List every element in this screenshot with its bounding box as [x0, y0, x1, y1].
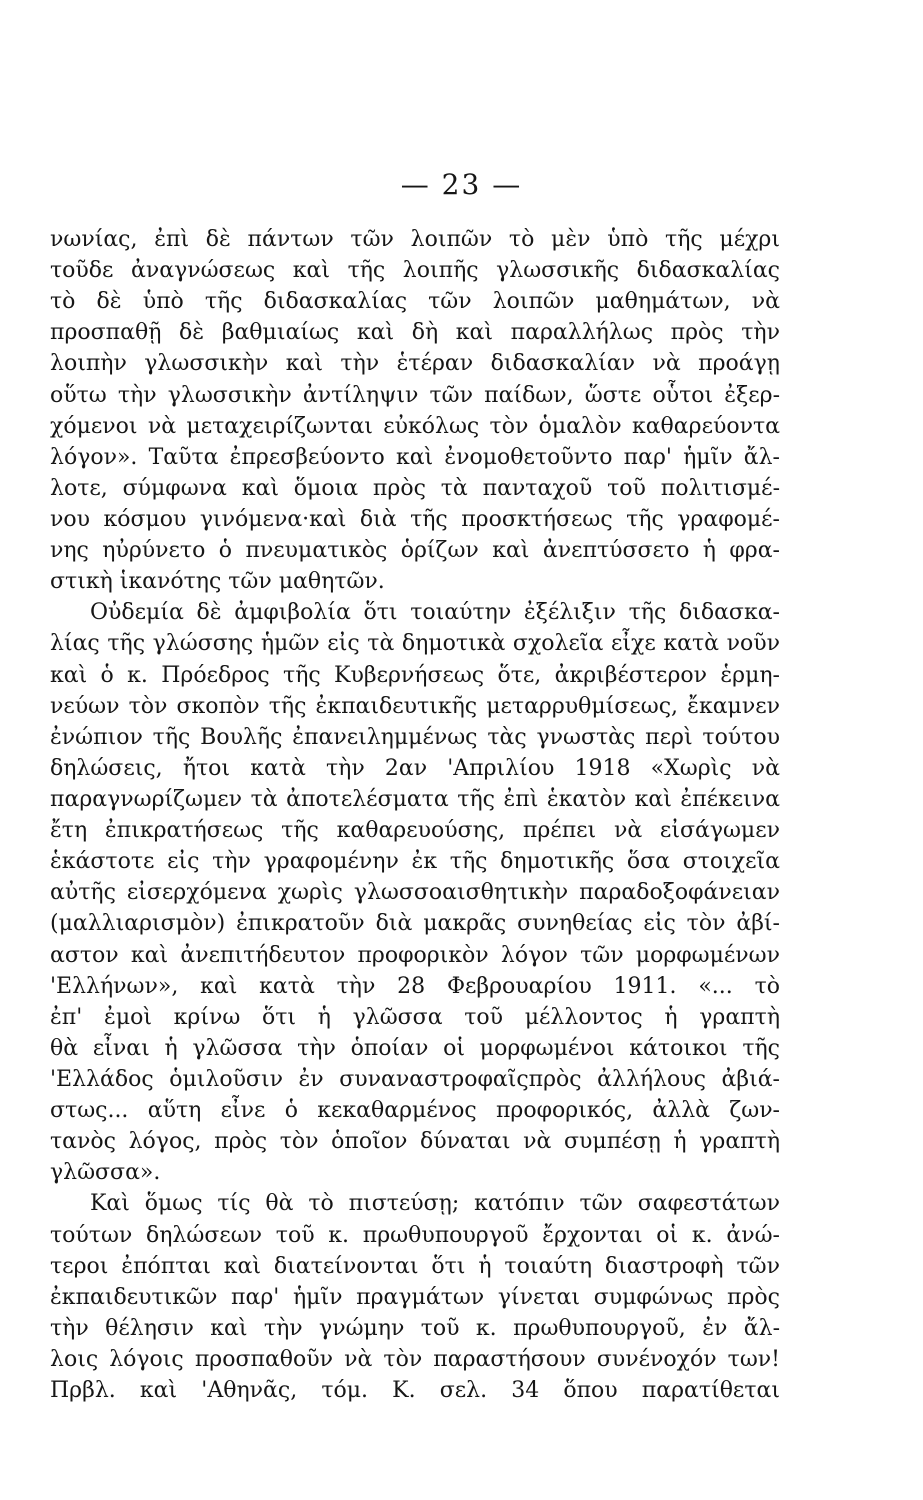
- text-line: τὴν θέλησιν καὶ τὴν γνώμην τοῦ κ. πρωθυπουργοῦ, ἐν ἄλ-: [50, 1315, 780, 1341]
- text-line: ἐκπαιδευτικῶν παρ' ἡμῖν πραγμάτων γίνεται συμφώνως πρὸς: [50, 1284, 780, 1310]
- text-line: δηλώσεις, ἤτοι κατὰ τὴν 2αν 'Απριλίου 1918 «Χωρὶς νὰ: [50, 755, 780, 781]
- text-line: λοις λόγοις προσπαθοῦν νὰ τὸν παραστήσουν συνένοχόν των!: [50, 1346, 780, 1372]
- text-line: ἐνώπιον τῆς Βουλῆς ἐπανειλημμένως τὰς γνωστὰς περὶ τούτου: [50, 724, 780, 750]
- text-line: τανὸς λόγος, πρὸς τὸν ὁποῖον δύναται νὰ συμπέσῃ ἡ γραπτὴ: [50, 1129, 780, 1155]
- text-line: ἔτη ἐπικρατήσεως τῆς καθαρευούσης, πρέπει νὰ εἰσάγωμεν: [50, 818, 780, 844]
- text-line: παραγνωρίζωμεν τὰ ἀποτελέσματα τῆς ἐπὶ ἑκατὸν καὶ ἐπέκεινα: [50, 786, 780, 812]
- text-line: λοιπὴν γλωσσικὴν καὶ τὴν ἑτέραν διδασκαλίαν νὰ προάγῃ: [50, 351, 780, 377]
- text-line: Καὶ ὅμως τίς θὰ τὸ πιστεύσῃ; κατόπιν τῶν σαφεστάτων: [90, 1191, 780, 1217]
- text-line: αστον καὶ ἀνεπιτήδευτον προφορικὸν λόγον τῶν μορφωμένων: [50, 942, 780, 968]
- text-line: 'Ελλάδος ὁμιλοῦσιν ἐν συναναστροφαῖςπρὸς ἀλλήλους ἀβιά-: [50, 1066, 780, 1092]
- text-line: νου κόσμου γινόμενα·καὶ διὰ τῆς προσκτήσεως τῆς γραφομέ-: [50, 506, 780, 532]
- text-line: χόμενοι νὰ μεταχειρίζωνται εὐκόλως τὸν ὁμαλὸν καθαρεύοντα: [50, 413, 780, 439]
- body-text: [50, 224, 780, 1406]
- text-line: γλῶσσα».: [50, 1160, 161, 1186]
- text-line: προσπαθῇ δὲ βαθμιαίως καὶ δὴ καὶ παραλλήλως πρὸς τὴν: [50, 320, 780, 346]
- text-line: λίας τῆς γλώσσης ἡμῶν εἰς τὰ δημοτικὰ σχολεῖα εἶχε κατὰ νοῦν: [50, 631, 780, 657]
- text-line: νεύων τὸν σκοπὸν τῆς ἐκπαιδευτικῆς μεταρρυθμίσεως, ἔκαμνεν: [50, 693, 780, 719]
- text-line: αὐτῆς εἰσερχόμενα χωρὶς γλωσσοαισθητικὴν παραδοξοφάνειαν: [50, 880, 780, 906]
- text-line: στικὴ ἱκανότης τῶν μαθητῶν.: [50, 569, 385, 595]
- text-line: λόγον». Ταῦτα ἐπρεσβεύοντο καὶ ἐνομοθετοῦντο παρ' ἡμῖν ἄλ-: [50, 444, 780, 470]
- text-line: 'Ελλήνων», καὶ κατὰ τὴν 28 Φεβρουαρίου 1911. «... τὸ: [50, 973, 780, 999]
- text-line: Πρβλ. καὶ 'Αθηνᾶς, τόμ. Κ. σελ. 34 ὅπου παρατίθεται: [50, 1378, 780, 1404]
- text-line: θὰ εἶναι ἡ γλῶσσα τὴν ὁποίαν οἱ μορφωμένοι κάτοικοι τῆς: [50, 1035, 780, 1061]
- text-line: λοτε, σύμφωνα καὶ ὅμοια πρὸς τὰ πανταχοῦ τοῦ πολιτισμέ-: [50, 475, 780, 501]
- text-line: (μαλλιαρισμὸν) ἐπικρατοῦν διὰ μακρᾶς συνηθείας εἰς τὸν ἀβί-: [50, 911, 780, 937]
- text-line: ἑκάστοτε εἰς τὴν γραφομένην ἐκ τῆς δημοτικῆς ὅσα στοιχεῖα: [50, 849, 780, 875]
- text-line: τούτων δηλώσεων τοῦ κ. πρωθυπουργοῦ ἔρχονται οἱ κ. ἀνώ-: [50, 1222, 780, 1248]
- text-line: ἐπ' ἐμοὶ κρίνω ὅτι ἡ γλῶσσα τοῦ μέλλοντος ἡ γραπτὴ: [50, 1004, 780, 1030]
- text-line: οὕτω τὴν γλωσσικὴν ἀντίληψιν τῶν παίδων, ὥστε οὗτοι ἐξερ-: [50, 382, 780, 408]
- text-line: καὶ ὁ κ. Πρόεδρος τῆς Κυβερνήσεως ὅτε, ἀκριβέστερον ἑρμη-: [50, 662, 780, 688]
- text-line: στως... αὕτη εἶνε ὁ κεκαθαρμένος προφορικός, ἀλλὰ ζων-: [50, 1098, 780, 1124]
- text-line: Οὐδεμία δὲ ἀμφιβολία ὅτι τοιαύτην ἐξέλιξιν τῆς διδασκα-: [90, 600, 780, 626]
- text-line: τεροι ἐπόπται καὶ διατείνονται ὅτι ἡ τοιαύτη διαστροφὴ τῶν: [50, 1253, 780, 1279]
- page-number: — 23 —: [400, 168, 523, 201]
- text-line: τὸ δὲ ὑπὸ τῆς διδασκαλίας τῶν λοιπῶν μαθημάτων, νὰ: [50, 289, 780, 315]
- text-line: νωνίας, ἐπὶ δὲ πάντων τῶν λοιπῶν τὸ μὲν ὑπὸ τῆς μέχρι: [50, 227, 780, 252]
- text-line: νης ηὐρύνετο ὁ πνευματικὸς ὁρίζων καὶ ἀνεπτύσσετο ἡ φρα-: [50, 538, 780, 564]
- text-line: τοῦδε ἀναγνώσεως καὶ τῆς λοιπῆς γλωσσικῆς διδασκαλίας: [50, 258, 780, 284]
